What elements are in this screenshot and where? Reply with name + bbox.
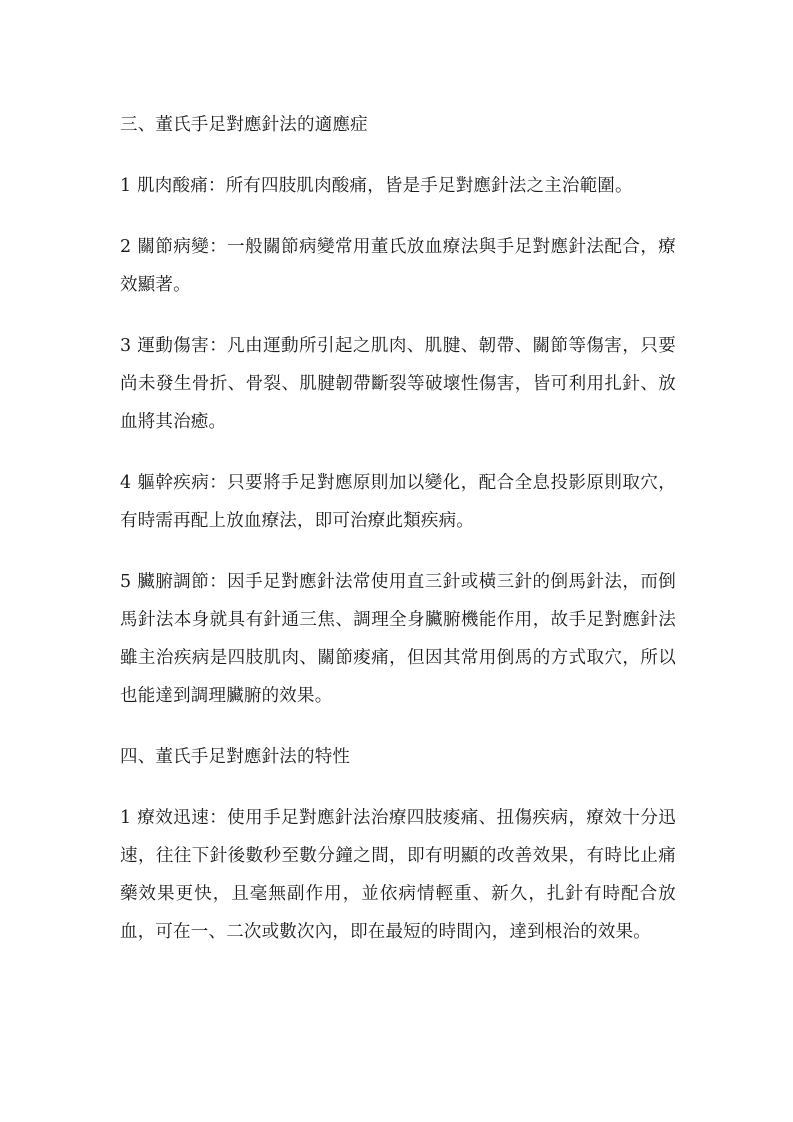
document-page xyxy=(120,106,676,974)
paragraph-rapid-efficacy: 1 療效迅速：使用手足對應針法治療四肢痠痛、扭傷疾病，療效十分迅速，往往下針後數秒至數分鐘之間，即有明顯的改善效果，有時比止痛藥效果更快，且毫無副作用，並依病情輕重、新久，扎針有時配合放血，可在一、二次或數次內，即在最短的時間內，達到根治的效果。 xyxy=(120,808,676,942)
section-heading-indications: 三、董氏手足對應針法的適應症 xyxy=(120,115,368,135)
section-heading-characteristics: 四、董氏手足對應針法的特性 xyxy=(120,747,351,767)
paragraph-organ-regulation: 5 臟腑調節：因手足對應針法常使用直三針或橫三針的倒馬針法，而倒馬針法本身就具有針通三焦、調理全身臟腑機能作用，故手足對應針法雖主治疾病是四肢肌肉、關節痠痛，但因其常用倒馬的方式取穴，所以也能達到調理臟腑的效果。 xyxy=(120,572,676,706)
paragraph-joint-disease: 2 關節病變：一般關節病變常用董氏放血療法與手足對應針法配合，療效顯著。 xyxy=(120,237,676,295)
paragraph-trunk-disease: 4 軀幹疾病：只要將手足對應原則加以變化，配合全息投影原則取穴，有時需再配上放血療法，即可治療此類疾病。 xyxy=(120,473,676,531)
paragraph-muscle-pain: 1 肌肉酸痛：所有四肢肌肉酸痛，皆是手足對應針法之主治範圍。 xyxy=(120,176,633,196)
paragraph-sports-injury: 3 運動傷害：凡由運動所引起之肌肉、肌腱、韌帶、關節等傷害，只要尚未發生骨折、骨裂、肌腱韌帶斷裂等破壞性傷害，皆可利用扎針、放血將其治癒。 xyxy=(120,336,676,432)
